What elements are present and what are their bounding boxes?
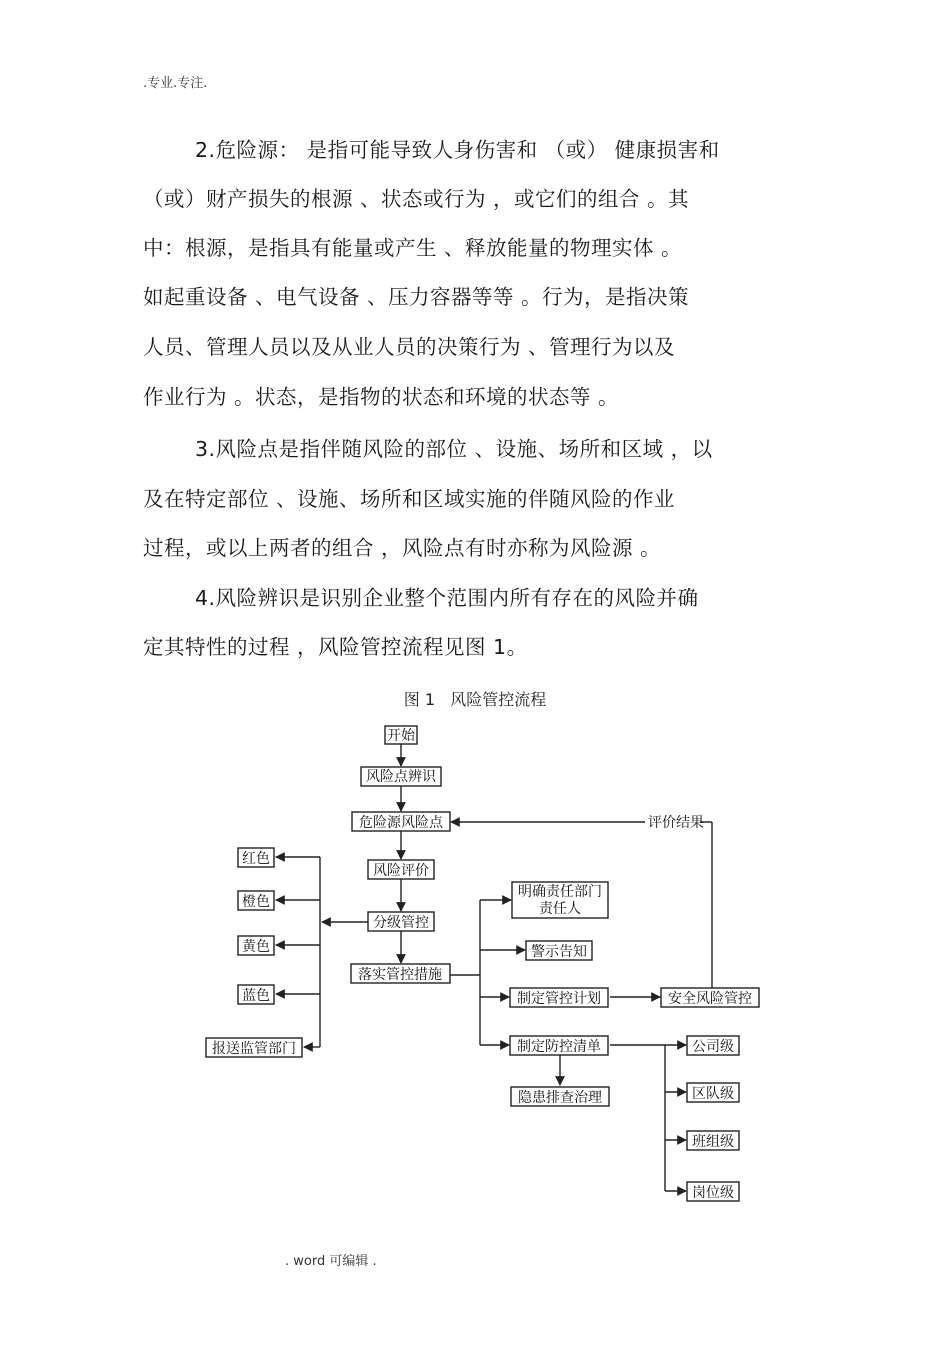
node-hidden — [511, 1087, 609, 1106]
svg-text:落实管控措施: 落实管控措施 — [358, 967, 442, 983]
svg-text:制定防控清单: 制定防控清单 — [517, 1039, 601, 1055]
svg-text:班组级: 班组级 — [692, 1134, 734, 1150]
paragraph-line: 4.风险辨识是识别企业整个范围内所有存在的风险并确 — [195, 586, 699, 610]
node-safety — [661, 988, 759, 1007]
paragraph-line: 人员、管理人员以及从业人员的决策行为 、管理行为以及 — [143, 335, 676, 359]
svg-text:分级管控: 分级管控 — [373, 915, 429, 931]
svg-text:隐患排查治理: 隐患排查治理 — [518, 1090, 602, 1106]
paragraph-line: 定其特性的过程 ，风险管控流程见图 1。 — [143, 635, 528, 659]
svg-text:报送监管部门: 报送监管部门 — [212, 1041, 296, 1057]
paragraph-line: 过程，或以上两者的组合 ，风险点有时亦称为风险源 。 — [143, 536, 662, 560]
node-implement — [351, 964, 450, 983]
svg-text:制定管控计划: 制定管控计划 — [517, 991, 601, 1007]
svg-text:危险源风险点: 危险源风险点 — [359, 815, 443, 831]
node-evaluate — [368, 860, 434, 879]
node-red — [238, 848, 274, 867]
paragraph-line: 作业行为 。状态，是指物的状态和环境的状态等 。 — [143, 385, 620, 409]
node-grade — [368, 912, 434, 931]
node-responsibility — [512, 882, 608, 918]
svg-text:红色: 红色 — [242, 851, 270, 867]
svg-text:开始: 开始 — [387, 728, 415, 744]
node-warning — [526, 941, 592, 960]
paragraph-line: （或）财产损失的根源 、状态或行为 ，或它们的组合 。其 — [143, 187, 690, 211]
feedback-label: 评价结果 — [648, 815, 704, 831]
node-team — [687, 1131, 739, 1150]
node-post — [687, 1182, 739, 1201]
node-hazard — [352, 812, 450, 831]
svg-text:警示告知: 警示告知 — [531, 944, 587, 960]
paragraph-line: 2.危险源： 是指可能导致人身伤害和 （或） 健康损害和 — [195, 138, 720, 162]
paragraph-line: 中：根源，是指具有能量或产生 、释放能量的物理实体 。 — [143, 236, 683, 260]
paragraph-line: 3.风险点是指伴随风险的部位 、设施、场所和区域 ，以 — [195, 437, 713, 461]
node-yellow — [238, 936, 274, 955]
svg-text:公司级: 公司级 — [692, 1039, 734, 1055]
svg-text:责任人: 责任人 — [539, 901, 581, 917]
node-list — [510, 1036, 608, 1055]
svg-text:安全风险管控: 安全风险管控 — [668, 991, 752, 1007]
node-start — [385, 726, 417, 744]
node-district — [687, 1083, 739, 1102]
svg-text:明确责任部门: 明确责任部门 — [518, 884, 602, 900]
node-orange — [238, 891, 274, 910]
svg-text:岗位级: 岗位级 — [692, 1185, 734, 1201]
svg-text:风险评价: 风险评价 — [373, 863, 429, 879]
page-header: .专业.专注. — [143, 76, 208, 91]
page-footer: . word 可编辑 . — [285, 1254, 377, 1269]
svg-text:风险点辨识: 风险点辨识 — [366, 769, 436, 785]
svg-text:橙色: 橙色 — [242, 894, 270, 910]
svg-text:蓝色: 蓝色 — [242, 988, 270, 1004]
svg-text:区队级: 区队级 — [692, 1086, 734, 1102]
figure-caption: 图 1 风险管控流程 — [403, 690, 547, 709]
paragraph-line: 及在特定部位 、设施、场所和区域实施的伴随风险的作业 — [143, 487, 676, 511]
svg-text:黄色: 黄色 — [242, 939, 270, 955]
paragraph-line: 如起重设备 、电气设备 、压力容器等等 。行为，是指决策 — [143, 285, 690, 309]
node-blue — [238, 985, 274, 1004]
node-company — [687, 1036, 739, 1055]
node-identify — [361, 767, 441, 786]
flow-edges — [276, 744, 712, 1191]
node-report — [206, 1038, 302, 1057]
node-plan — [510, 988, 608, 1007]
